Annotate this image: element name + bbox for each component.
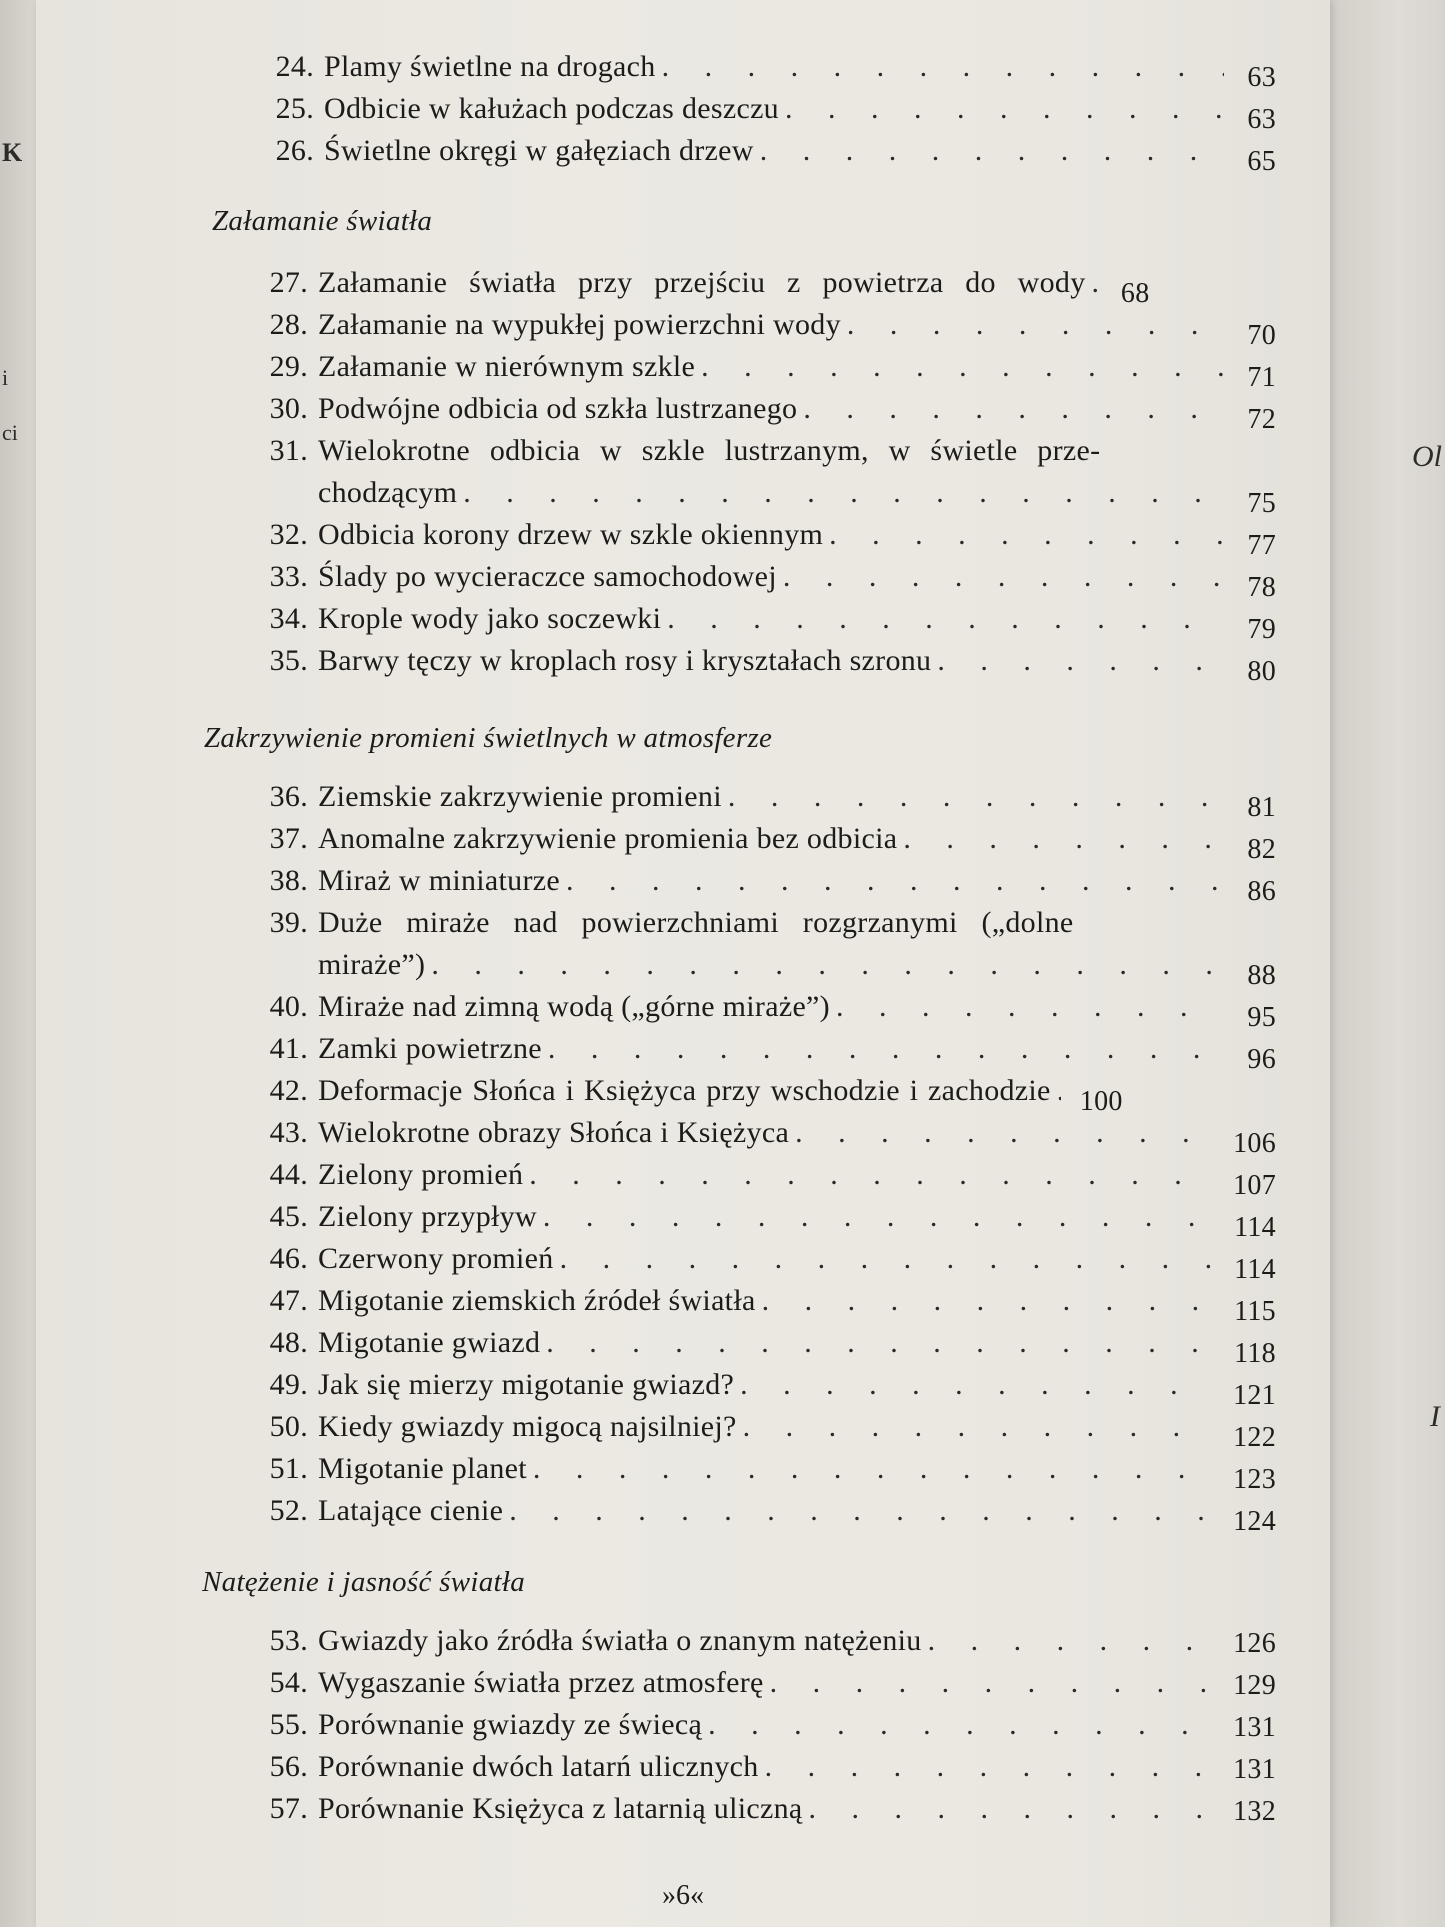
dot-leader — [566, 864, 1224, 898]
entry-title: Odbicia korony drzew w szkle okiennym — [318, 518, 824, 551]
entry-title: Duże miraże nad powierzchniami rozgrzanymi („dolne — [318, 906, 1074, 939]
toc-entry — [250, 864, 1276, 907]
toc-entry — [250, 1708, 1276, 1742]
dot-leader — [809, 1792, 1214, 1826]
entry-number: 53. — [269, 1624, 308, 1657]
entry-page: 129 — [1233, 1670, 1276, 1701]
toc-entry — [250, 1494, 1276, 1537]
dot-leader — [795, 1116, 1214, 1150]
entry-page: 124 — [1233, 1506, 1276, 1537]
dot-leader — [803, 392, 1224, 426]
toc-entry — [250, 602, 1276, 645]
toc-entry — [250, 822, 1276, 865]
entry-title: Załamanie światła przy przejściu z powietrza do wody — [318, 266, 1086, 299]
entry-number: 24. — [275, 50, 314, 83]
entry-number: 55. — [269, 1708, 308, 1741]
toc-entry — [250, 392, 1276, 435]
section-heading: Natężenie i jasność światła — [202, 1566, 526, 1598]
entry-page: 82 — [1247, 834, 1276, 865]
dot-leader — [847, 308, 1224, 342]
entry-number: 31. — [269, 434, 308, 467]
entry-title: Załamanie w nierównym szkle — [318, 350, 696, 383]
entry-page: 100 — [1079, 1086, 1123, 1117]
dot-leader — [529, 1158, 1214, 1192]
entry-number: 46. — [269, 1242, 308, 1275]
entry-page: 72 — [1247, 404, 1276, 435]
dot-leader — [760, 134, 1224, 168]
entry-number: 33. — [269, 560, 308, 593]
dot-leader — [740, 1368, 1214, 1402]
toc-entry — [250, 1750, 1276, 1784]
dot-leader — [546, 1326, 1214, 1360]
entry-title: Barwy tęczy w kroplach rosy i kryształach szronu — [318, 644, 932, 677]
entry-page: 132 — [1233, 1796, 1276, 1827]
entry-number: 40. — [269, 990, 308, 1023]
table-of-contents — [36, 0, 1330, 1927]
entry-page: 95 — [1247, 1002, 1276, 1033]
toc-entry — [250, 266, 1276, 309]
entry-title: Miraże nad zimną wodą („górne miraże”) — [318, 990, 830, 1023]
toc-entry — [256, 92, 1276, 135]
entry-title: Wielokrotne odbicia w szkle lustrzanym, w świetle prze- — [318, 434, 1101, 467]
entry-title: Czerwony promień — [318, 1242, 554, 1275]
right-page-edge — [1330, 0, 1445, 1927]
dot-leader — [1092, 266, 1098, 300]
toc-entry — [250, 1158, 1276, 1201]
entry-number: 56. — [269, 1750, 308, 1783]
toc-entry-continuation — [250, 476, 1276, 519]
entry-page: 114 — [1234, 1254, 1276, 1285]
left-fragment: i — [2, 365, 9, 390]
entry-title: Odbicie w kałużach podczas deszczu — [324, 92, 779, 125]
dot-leader — [928, 1624, 1214, 1658]
dot-leader — [903, 822, 1224, 856]
entry-title: Migotanie ziemskich źródeł światła — [318, 1284, 756, 1317]
entry-title: Zielony przypływ — [318, 1200, 537, 1233]
section-heading: Zakrzywienie promieni świetlnych w atmosferze — [204, 722, 773, 754]
entry-page: 81 — [1247, 792, 1276, 823]
entry-number: 44. — [269, 1158, 308, 1191]
entry-title: Podwójne odbicia od szkła lustrzanego — [318, 392, 798, 425]
entry-page: 114 — [1234, 1212, 1276, 1243]
entry-number: 35. — [269, 644, 308, 677]
entry-page: 80 — [1247, 656, 1276, 687]
entry-number: 34. — [269, 602, 308, 635]
entry-page: 121 — [1233, 1380, 1276, 1411]
left-fragment: ci — [2, 420, 18, 445]
toc-entry — [250, 1242, 1276, 1285]
right-fragment: I — [1430, 1400, 1440, 1433]
left-fragment: K — [2, 138, 23, 167]
toc-entry — [256, 134, 1276, 177]
book-page — [36, 0, 1330, 1927]
toc-entry — [250, 1284, 1276, 1327]
dot-leader — [662, 50, 1224, 84]
entry-page: 131 — [1233, 1712, 1276, 1743]
dot-leader — [937, 644, 1224, 678]
entry-page: 131 — [1233, 1754, 1276, 1785]
dot-leader — [509, 1494, 1214, 1528]
dot-leader — [829, 518, 1224, 552]
toc-entry — [256, 50, 1276, 93]
entry-page: 71 — [1247, 362, 1276, 393]
entry-number: 52. — [269, 1494, 308, 1527]
dot-leader — [533, 1452, 1214, 1486]
entry-number: 37. — [269, 822, 308, 855]
toc-entry-continuation — [250, 948, 1276, 991]
entry-title: Gwiazdy jako źródła światła o znanym natężeniu — [318, 1624, 922, 1657]
entry-number: 50. — [269, 1410, 308, 1443]
toc-entry — [250, 1452, 1276, 1495]
entry-page: 88 — [1247, 960, 1276, 991]
dot-leader — [543, 1200, 1214, 1234]
entry-title: Porównanie gwiazdy ze świecą — [318, 1708, 703, 1741]
entry-page: 107 — [1233, 1170, 1276, 1201]
entry-number: 42. — [269, 1074, 308, 1107]
entry-number: 45. — [269, 1200, 308, 1233]
entry-page: 78 — [1247, 572, 1276, 603]
dot-leader — [743, 1410, 1214, 1444]
entry-title-continuation: chodzącym — [318, 476, 458, 509]
entry-title: Ziemskie zakrzywienie promieni — [318, 780, 722, 813]
dot-leader — [708, 1708, 1214, 1742]
entry-number: 48. — [269, 1326, 308, 1359]
toc-entry — [250, 350, 1276, 393]
dot-leader — [762, 1284, 1214, 1318]
toc-entry — [250, 644, 1276, 687]
dot-leader — [836, 990, 1224, 1024]
entry-number: 26. — [275, 134, 314, 167]
entry-title: Ślady po wycieraczce samochodowej — [318, 560, 777, 593]
dot-leader — [728, 780, 1224, 814]
toc-entry — [250, 1116, 1276, 1159]
entry-page: 86 — [1247, 876, 1276, 907]
entry-number: 51. — [269, 1452, 308, 1485]
entry-title: Migotanie planet — [318, 1452, 527, 1485]
dot-leader — [1057, 1074, 1061, 1108]
entry-page: 123 — [1233, 1464, 1276, 1495]
entry-number: 39. — [269, 906, 308, 939]
left-page-edge — [0, 0, 36, 1927]
entry-page: 77 — [1247, 530, 1276, 561]
entry-page: 65 — [1247, 146, 1276, 177]
entry-number: 30. — [269, 392, 308, 425]
toc-entry — [250, 1410, 1276, 1453]
toc-entry — [250, 1032, 1276, 1075]
toc-entry — [250, 1624, 1276, 1658]
entry-title-continuation: miraże”) — [318, 948, 426, 981]
entry-page: 96 — [1247, 1044, 1276, 1075]
entry-title: Latające cienie — [318, 1494, 504, 1527]
entry-title: Anomalne zakrzywienie promienia bez odbicia — [318, 822, 898, 855]
entry-page: 63 — [1247, 104, 1276, 135]
section-heading: Załamanie światła — [212, 205, 433, 237]
right-fragment: Ol — [1412, 440, 1442, 473]
entry-title: Wygaszanie światła przez atmosferę — [318, 1666, 764, 1699]
entry-title: Deformacje Słońca i Księżyca przy wschodzie i zachodzie — [318, 1074, 1051, 1107]
entry-title: Jak się mierzy migotanie gwiazd? — [318, 1368, 735, 1401]
entry-title: Zamki powietrzne — [318, 1032, 542, 1065]
entry-number: 27. — [269, 266, 308, 299]
entry-number: 41. — [269, 1032, 308, 1065]
entry-number: 25. — [275, 92, 314, 125]
entry-title: Krople wody jako soczewki — [318, 602, 662, 635]
dot-leader — [701, 350, 1224, 384]
entry-page: 126 — [1233, 1628, 1276, 1659]
toc-entry — [250, 990, 1276, 1033]
entry-page: 79 — [1247, 614, 1276, 645]
entry-title: Wielokrotne obrazy Słońca i Księżyca — [318, 1116, 790, 1149]
entry-title: Kiedy gwiazdy migocą najsilniej? — [318, 1410, 737, 1443]
entry-number: 36. — [269, 780, 308, 813]
toc-entry — [250, 1666, 1276, 1700]
dot-leader — [560, 1242, 1214, 1276]
dot-leader — [785, 92, 1224, 126]
entry-title: Miraż w miniaturze — [318, 864, 560, 897]
entry-number: 54. — [269, 1666, 308, 1699]
toc-entry — [250, 434, 1240, 468]
dot-leader — [783, 560, 1224, 594]
entry-number: 49. — [269, 1368, 308, 1401]
entry-number: 47. — [269, 1284, 308, 1317]
entry-title: Świetlne okręgi w gałęziach drzew — [324, 134, 754, 167]
entry-title: Porównanie Księżyca z latarnią uliczną — [318, 1792, 803, 1825]
toc-entry — [250, 906, 1240, 940]
entry-page: 106 — [1233, 1128, 1276, 1159]
toc-entry — [250, 1368, 1276, 1411]
toc-entry — [250, 518, 1276, 561]
entry-title: Załamanie na wypukłej powierzchni wody — [318, 308, 841, 341]
dot-leader — [463, 476, 1224, 510]
entry-page: 75 — [1247, 488, 1276, 519]
toc-entry — [250, 1792, 1276, 1826]
entry-page: 68 — [1120, 278, 1150, 309]
entry-number: 32. — [269, 518, 308, 551]
entry-page: 118 — [1234, 1338, 1276, 1369]
dot-leader — [765, 1750, 1214, 1784]
toc-entry — [250, 780, 1276, 823]
dot-leader — [667, 602, 1224, 636]
entry-number: 28. — [269, 308, 308, 341]
toc-entry — [250, 1200, 1276, 1243]
dot-leader — [548, 1032, 1224, 1066]
page-number: »6« — [662, 1880, 704, 1911]
entry-number: 43. — [269, 1116, 308, 1149]
dot-leader — [770, 1666, 1214, 1700]
entry-number: 29. — [269, 350, 308, 383]
entry-page: 70 — [1247, 320, 1276, 351]
entry-page: 115 — [1234, 1296, 1276, 1327]
toc-entry — [250, 308, 1276, 351]
toc-entry — [250, 1074, 1276, 1117]
entry-title: Plamy świetlne na drogach — [324, 50, 656, 83]
dot-leader — [431, 948, 1224, 982]
toc-entry — [250, 560, 1276, 603]
toc-entry — [250, 1326, 1276, 1369]
entry-number: 38. — [269, 864, 308, 897]
entry-page: 63 — [1247, 62, 1276, 93]
entry-number: 57. — [269, 1792, 308, 1825]
entry-title: Zielony promień — [318, 1158, 524, 1191]
entry-title: Porównanie dwóch latarń ulicznych — [318, 1750, 759, 1783]
entry-title: Migotanie gwiazd — [318, 1326, 541, 1359]
entry-page: 122 — [1233, 1422, 1276, 1453]
